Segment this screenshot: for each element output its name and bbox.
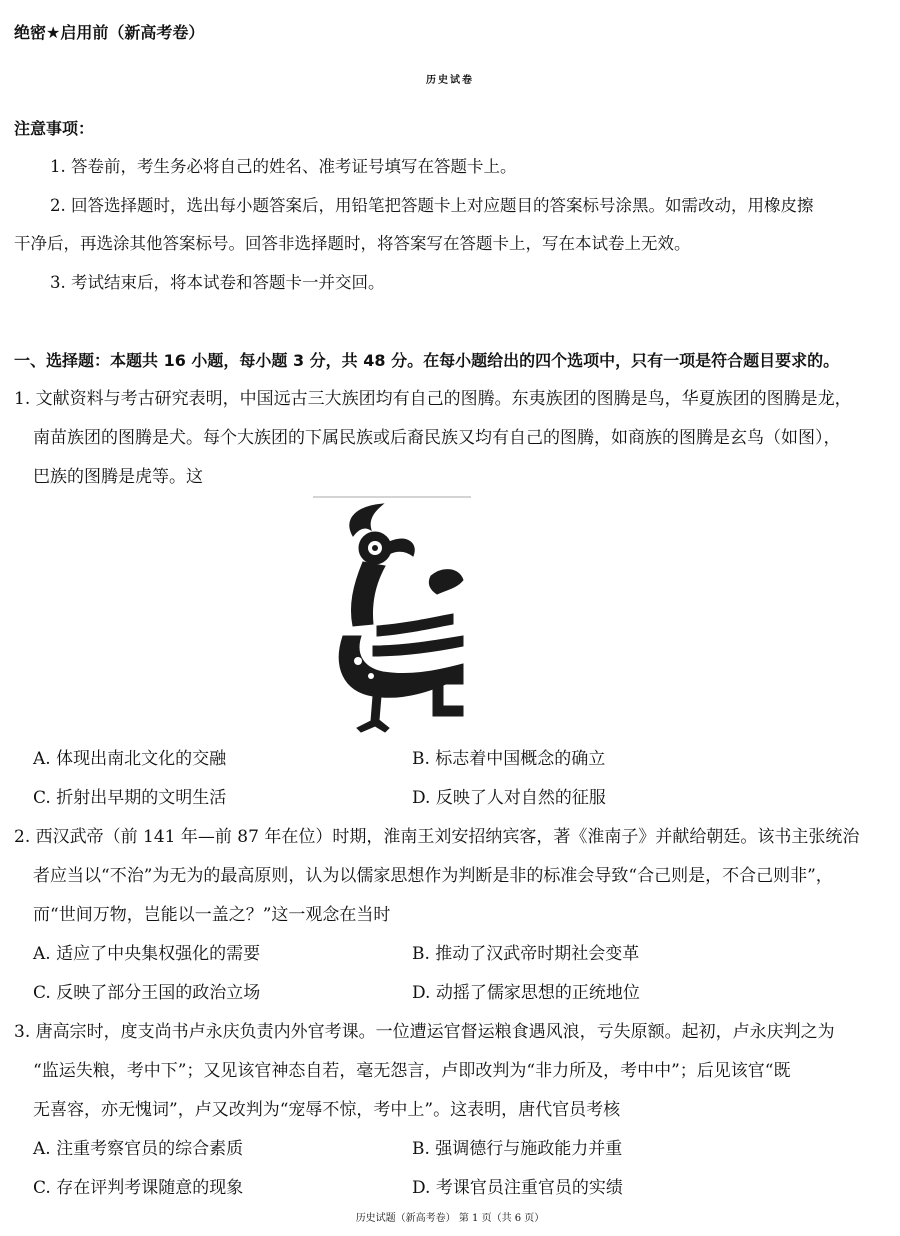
secret-mark: 绝密★启用前（新高考卷） bbox=[14, 23, 205, 42]
question-1-line-1: 1. 文献资料与考古研究表明，中国远古三大族团均有自己的图腾。东夷族团的图腾是鸟，华夏族团的图腾是龙， bbox=[14, 389, 852, 409]
question-3-line-3: 无喜容，亦无愧词”，卢又改判为“宠辱不惊，考中上”。这表明，唐代官员考核 bbox=[33, 1100, 621, 1120]
question-3-option-c: C. 存在评判考课随意的现象 bbox=[33, 1178, 244, 1198]
question-2-option-d: D. 动摇了儒家思想的正统地位 bbox=[412, 983, 640, 1003]
notice-item-3: 3. 考试结束后，将本试卷和答题卡一并交回。 bbox=[50, 273, 385, 292]
question-2-option-c: C. 反映了部分王国的政治立场 bbox=[33, 983, 261, 1003]
question-3-option-a: A. 注重考察官员的综合素质 bbox=[33, 1139, 244, 1159]
notice-item-1: 1. 答卷前，考生务必将自己的姓名、准考证号填写在答题卡上。 bbox=[50, 157, 517, 176]
question-2-option-a: A. 适应了中央集权强化的需要 bbox=[33, 944, 261, 964]
question-3-line-1: 3. 唐高宗时，度支尚书卢永庆负责内外官考课。一位遭运官督运粮食遇风浪，亏失原额。起初，卢永庆判之为 bbox=[14, 1022, 835, 1042]
section-heading: 一、选择题：本题共 16 小题，每小题 3 分，共 48 分。在每小题给出的四个选项中，只有一项是符合题目要求的。 bbox=[14, 351, 840, 370]
question-1-option-a: A. 体现出南北文化的交融 bbox=[33, 749, 227, 769]
notice-item-2-cont: 干净后，再选涂其他答案标号。回答非选择题时，将答案写在答题卡上，写在本试卷上无效。 bbox=[14, 234, 691, 253]
question-2-line-3: 而“世间万物，岂能以一盖之？”这一观念在当时 bbox=[33, 905, 391, 925]
notice-item-2: 2. 回答选择题时，选出每小题答案后，用铅笔把答题卡上对应题目的答案标号涂黑。如需改动，用橡皮擦 bbox=[50, 196, 814, 215]
page-footer: 历史试题（新高考卷） 第 1 页（共 6 页） bbox=[355, 1213, 545, 1224]
question-3-line-2: “监运失粮，考中下”；又见该官神态自若，毫无怨言，卢即改判为“非力所及，考中中”；后见该官“既 bbox=[33, 1061, 791, 1081]
question-3-option-b: B. 强调德行与施政能力并重 bbox=[412, 1139, 623, 1159]
question-1-option-c: C. 折射出早期的文明生活 bbox=[33, 788, 227, 808]
question-2-line-1: 2. 西汉武帝（前 141 年—前 87 年在位）时期，淮南王刘安招纳宾客，著《淮南子》并献给朝廷。该书主张统治 bbox=[14, 827, 860, 847]
question-2-line-2: 者应当以“不治”为无为的最高原则，认为以儒家思想作为判断是非的标准会导致“合己则是，不合己则非”， bbox=[33, 866, 833, 886]
question-2-option-b: B. 推动了汉武帝时期社会变革 bbox=[412, 944, 640, 964]
page-title: 历史试卷 bbox=[426, 75, 474, 86]
xuanniao-totem-image bbox=[313, 496, 471, 736]
question-1-option-d: D. 反映了人对自然的征服 bbox=[412, 788, 606, 808]
question-1-line-2: 南苗族团的图腾是犬。每个大族团的下属民族或后裔民族又均有自己的图腾，如商族的图腾是玄鸟（如图）， bbox=[33, 428, 841, 448]
question-3-option-d: D. 考课官员注重官员的实绩 bbox=[412, 1178, 623, 1198]
notice-heading: 注意事项： bbox=[14, 119, 95, 138]
question-1-option-b: B. 标志着中国概念的确立 bbox=[412, 749, 606, 769]
question-1-line-3: 巴族的图腾是虎等。这 bbox=[33, 467, 203, 487]
